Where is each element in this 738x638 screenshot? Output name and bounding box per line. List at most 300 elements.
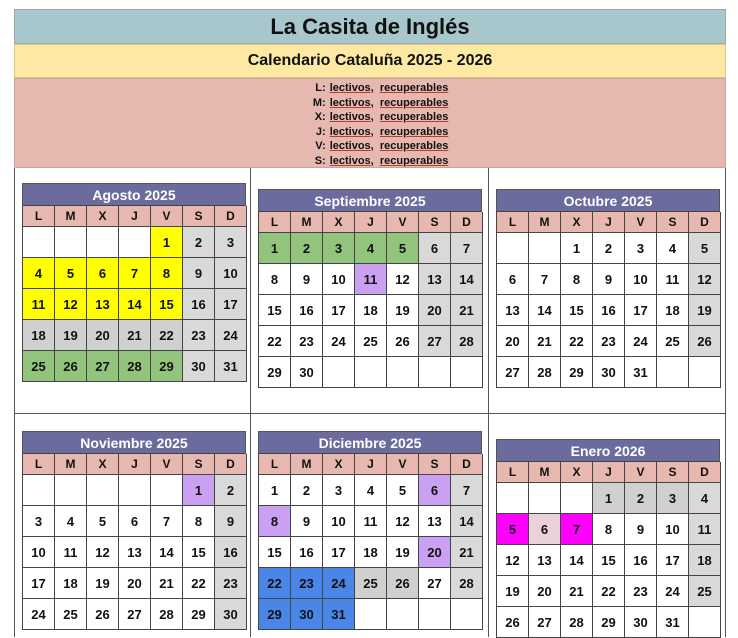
subtitle-text: Calendario Cataluña 2025 - 2026: [247, 52, 493, 69]
day-cell[interactable]: 21: [561, 576, 593, 607]
weekday-header: M: [55, 206, 87, 227]
empty-cell: [689, 357, 721, 388]
empty-cell: [561, 483, 593, 514]
day-cell[interactable]: 17: [323, 537, 355, 568]
weekday-header: V: [387, 454, 419, 475]
day-cell[interactable]: 3: [215, 227, 247, 258]
day-cell[interactable]: 18: [657, 295, 689, 326]
day-cell[interactable]: 16: [625, 545, 657, 576]
day-cell[interactable]: 27: [419, 568, 451, 599]
day-cell[interactable]: 11: [355, 506, 387, 537]
day-cell[interactable]: 11: [55, 537, 87, 568]
day-cell[interactable]: 20: [87, 320, 119, 351]
month-noviembre: [22, 431, 246, 630]
day-cell[interactable]: 23: [593, 326, 625, 357]
month-octubre: [496, 189, 720, 388]
weekday-header: S: [419, 212, 451, 233]
day-cell[interactable]: 22: [259, 568, 291, 599]
day-cell[interactable]: 27: [529, 607, 561, 638]
day-cell[interactable]: 25: [689, 576, 721, 607]
empty-cell: [657, 357, 689, 388]
day-cell[interactable]: 7: [151, 506, 183, 537]
weekday-header: M: [529, 462, 561, 483]
empty-cell: [451, 599, 483, 630]
day-cell[interactable]: 14: [119, 289, 151, 320]
legend-value-a: lectivos: [329, 82, 371, 94]
day-cell[interactable]: 26: [689, 326, 721, 357]
day-cell[interactable]: 12: [87, 537, 119, 568]
day-cell[interactable]: 6: [497, 264, 529, 295]
weekday-header: X: [561, 212, 593, 233]
day-cell[interactable]: 20: [119, 568, 151, 599]
page-title: [14, 9, 726, 44]
empty-cell: [387, 357, 419, 388]
day-cell[interactable]: 4: [689, 483, 721, 514]
day-cell[interactable]: 21: [529, 326, 561, 357]
empty-cell: [55, 227, 87, 258]
month-grid: [22, 205, 246, 382]
day-cell[interactable]: 8: [561, 264, 593, 295]
day-cell[interactable]: 15: [183, 537, 215, 568]
month-title: Septiembre 2025: [258, 189, 482, 211]
day-cell[interactable]: 9: [593, 264, 625, 295]
day-cell[interactable]: 5: [55, 258, 87, 289]
day-cell[interactable]: 24: [323, 326, 355, 357]
day-cell[interactable]: 20: [419, 537, 451, 568]
month-enero: [496, 439, 720, 638]
empty-cell: [323, 357, 355, 388]
day-cell[interactable]: 2: [215, 475, 247, 506]
day-cell[interactable]: 4: [657, 233, 689, 264]
day-cell[interactable]: 19: [387, 295, 419, 326]
weekday-header: S: [657, 212, 689, 233]
day-cell[interactable]: 28: [451, 568, 483, 599]
day-cell[interactable]: 7: [529, 264, 561, 295]
day-cell[interactable]: 11: [689, 514, 721, 545]
weekday-header: D: [689, 212, 721, 233]
column-divider: [250, 168, 251, 637]
empty-cell: [23, 475, 55, 506]
day-cell[interactable]: 18: [23, 320, 55, 351]
day-cell[interactable]: 5: [689, 233, 721, 264]
day-cell[interactable]: 1: [151, 227, 183, 258]
day-cell[interactable]: 20: [497, 326, 529, 357]
day-cell[interactable]: 9: [183, 258, 215, 289]
day-cell[interactable]: 30: [183, 351, 215, 382]
day-cell[interactable]: 14: [561, 545, 593, 576]
day-cell[interactable]: 6: [529, 514, 561, 545]
day-cell[interactable]: 26: [387, 568, 419, 599]
day-cell[interactable]: 16: [291, 295, 323, 326]
day-cell[interactable]: 31: [323, 599, 355, 630]
empty-cell: [497, 233, 529, 264]
day-cell[interactable]: 15: [593, 545, 625, 576]
day-cell[interactable]: 29: [183, 599, 215, 630]
legend-value-a: lectivos: [329, 111, 371, 124]
day-cell[interactable]: 14: [529, 295, 561, 326]
day-cell[interactable]: 23: [215, 568, 247, 599]
weekday-header: L: [259, 212, 291, 233]
legend-line: X: lectivos , recuperables: [15, 110, 725, 125]
day-cell[interactable]: 4: [55, 506, 87, 537]
day-cell[interactable]: 21: [451, 537, 483, 568]
legend-box: [14, 78, 726, 168]
month-grid: [496, 211, 720, 388]
day-cell[interactable]: 16: [593, 295, 625, 326]
legend-line: S: lectivos , recuperables: [15, 154, 725, 169]
day-cell[interactable]: 24: [625, 326, 657, 357]
day-cell[interactable]: 25: [657, 326, 689, 357]
day-cell[interactable]: 5: [87, 506, 119, 537]
day-cell[interactable]: 1: [593, 483, 625, 514]
weekday-header: V: [625, 462, 657, 483]
empty-cell: [355, 599, 387, 630]
weekday-header: V: [387, 212, 419, 233]
day-cell[interactable]: 25: [355, 568, 387, 599]
day-cell[interactable]: 6: [87, 258, 119, 289]
day-cell[interactable]: 8: [259, 506, 291, 537]
legend-value-b: recuperables: [379, 82, 449, 94]
day-cell[interactable]: 11: [355, 264, 387, 295]
day-cell[interactable]: 1: [183, 475, 215, 506]
day-cell[interactable]: 14: [451, 264, 483, 295]
day-cell[interactable]: 5: [387, 475, 419, 506]
legend-value-a: lectivos: [329, 140, 371, 153]
title-text: La Casita de Inglés: [270, 13, 470, 39]
day-cell[interactable]: 7: [119, 258, 151, 289]
empty-cell: [119, 475, 151, 506]
day-cell[interactable]: 24: [323, 568, 355, 599]
day-cell[interactable]: 20: [419, 295, 451, 326]
empty-cell: [55, 475, 87, 506]
weekday-header: X: [561, 462, 593, 483]
day-cell[interactable]: 13: [529, 545, 561, 576]
day-cell[interactable]: 9: [291, 264, 323, 295]
day-cell[interactable]: 5: [387, 233, 419, 264]
weekday-header: J: [593, 212, 625, 233]
weekday-header: M: [55, 454, 87, 475]
day-cell[interactable]: 3: [657, 483, 689, 514]
day-cell[interactable]: 21: [151, 568, 183, 599]
day-cell[interactable]: 2: [625, 483, 657, 514]
day-cell[interactable]: 30: [625, 607, 657, 638]
month-title: Diciembre 2025: [258, 431, 482, 453]
weekday-header: S: [183, 206, 215, 227]
day-cell[interactable]: 10: [323, 264, 355, 295]
day-cell[interactable]: 27: [497, 357, 529, 388]
day-cell[interactable]: 8: [259, 264, 291, 295]
day-cell[interactable]: 31: [657, 607, 689, 638]
weekday-header: L: [259, 454, 291, 475]
day-cell[interactable]: 28: [119, 351, 151, 382]
day-cell[interactable]: 24: [657, 576, 689, 607]
day-cell[interactable]: 18: [355, 295, 387, 326]
day-cell[interactable]: 4: [355, 475, 387, 506]
day-cell[interactable]: 22: [151, 320, 183, 351]
empty-cell: [419, 357, 451, 388]
empty-cell: [23, 227, 55, 258]
day-cell[interactable]: 23: [291, 568, 323, 599]
weekday-header: J: [355, 454, 387, 475]
day-cell[interactable]: 15: [151, 289, 183, 320]
day-cell[interactable]: 17: [215, 289, 247, 320]
empty-cell: [119, 227, 151, 258]
day-cell[interactable]: 4: [23, 258, 55, 289]
day-cell[interactable]: 29: [593, 607, 625, 638]
month-grid: [258, 211, 482, 388]
day-cell[interactable]: 14: [151, 537, 183, 568]
month-grid: [258, 453, 482, 630]
legend-key: L:: [315, 82, 326, 94]
day-cell[interactable]: 8: [593, 514, 625, 545]
day-cell[interactable]: 2: [593, 233, 625, 264]
day-cell[interactable]: 28: [451, 326, 483, 357]
day-cell[interactable]: 26: [87, 599, 119, 630]
empty-cell: [497, 483, 529, 514]
weekday-header: X: [87, 206, 119, 227]
month-agosto: [22, 183, 246, 382]
day-cell[interactable]: 19: [387, 537, 419, 568]
legend-value-b: recuperables: [379, 96, 449, 109]
day-cell[interactable]: 10: [23, 537, 55, 568]
legend-value-b: recuperables: [379, 154, 449, 167]
weekday-header: J: [355, 212, 387, 233]
day-cell[interactable]: 7: [451, 233, 483, 264]
weekday-header: M: [291, 212, 323, 233]
day-cell[interactable]: 9: [291, 506, 323, 537]
day-cell[interactable]: 14: [451, 506, 483, 537]
day-cell[interactable]: 8: [151, 258, 183, 289]
day-cell[interactable]: 27: [87, 351, 119, 382]
empty-cell: [689, 607, 721, 638]
day-cell[interactable]: 1: [259, 475, 291, 506]
day-cell[interactable]: 26: [497, 607, 529, 638]
weekday-header: J: [119, 206, 151, 227]
day-cell[interactable]: 10: [657, 514, 689, 545]
day-cell[interactable]: 25: [355, 326, 387, 357]
legend-line: V: lectivos , recuperables: [15, 139, 725, 154]
day-cell[interactable]: 29: [259, 599, 291, 630]
legend-key: X:: [314, 111, 326, 124]
weekday-header: M: [291, 454, 323, 475]
day-cell[interactable]: 26: [55, 351, 87, 382]
empty-cell: [87, 475, 119, 506]
weekday-header: L: [497, 212, 529, 233]
day-cell[interactable]: 9: [625, 514, 657, 545]
weekday-header: S: [657, 462, 689, 483]
day-cell[interactable]: 5: [497, 514, 529, 545]
legend-value-a: lectivos: [329, 96, 371, 109]
day-cell[interactable]: 17: [23, 568, 55, 599]
weekday-header: L: [23, 454, 55, 475]
day-cell[interactable]: 30: [593, 357, 625, 388]
month-title: Enero 2026: [496, 439, 720, 461]
empty-cell: [451, 357, 483, 388]
weekday-header: D: [451, 454, 483, 475]
day-cell[interactable]: 7: [561, 514, 593, 545]
empty-cell: [151, 475, 183, 506]
day-cell[interactable]: 23: [625, 576, 657, 607]
day-cell[interactable]: 19: [689, 295, 721, 326]
weekday-header: D: [215, 206, 247, 227]
day-cell[interactable]: 28: [529, 357, 561, 388]
month-grid: [496, 461, 720, 638]
legend-key: S:: [314, 154, 326, 167]
day-cell[interactable]: 13: [87, 289, 119, 320]
legend-line: J: lectivos , recuperables: [15, 125, 725, 140]
day-cell[interactable]: 21: [451, 295, 483, 326]
empty-cell: [387, 599, 419, 630]
day-cell[interactable]: 6: [119, 506, 151, 537]
day-cell[interactable]: 9: [215, 506, 247, 537]
weekday-header: V: [151, 454, 183, 475]
day-cell[interactable]: 30: [291, 357, 323, 388]
empty-cell: [529, 233, 561, 264]
empty-cell: [419, 599, 451, 630]
day-cell[interactable]: 6: [419, 475, 451, 506]
day-cell[interactable]: 17: [625, 295, 657, 326]
legend-value-a: lectivos: [329, 154, 371, 167]
legend-value-b: recuperables: [379, 111, 449, 124]
weekday-header: M: [529, 212, 561, 233]
day-cell[interactable]: 27: [419, 326, 451, 357]
weekday-header: S: [419, 454, 451, 475]
weekday-header: X: [87, 454, 119, 475]
day-cell[interactable]: 19: [87, 568, 119, 599]
day-cell[interactable]: 25: [23, 351, 55, 382]
day-cell[interactable]: 30: [215, 599, 247, 630]
day-cell[interactable]: 25: [55, 599, 87, 630]
day-cell[interactable]: 12: [689, 264, 721, 295]
day-cell[interactable]: 24: [23, 599, 55, 630]
day-cell[interactable]: 12: [55, 289, 87, 320]
day-cell[interactable]: 16: [183, 289, 215, 320]
day-cell[interactable]: 1: [561, 233, 593, 264]
empty-cell: [529, 483, 561, 514]
day-cell[interactable]: 18: [55, 568, 87, 599]
month-diciembre: [258, 431, 482, 630]
day-cell[interactable]: 22: [259, 326, 291, 357]
column-divider: [488, 168, 489, 637]
day-cell[interactable]: 31: [215, 351, 247, 382]
day-cell[interactable]: 19: [55, 320, 87, 351]
day-cell[interactable]: 17: [657, 545, 689, 576]
day-cell[interactable]: 22: [561, 326, 593, 357]
day-cell[interactable]: 26: [387, 326, 419, 357]
day-cell[interactable]: 3: [323, 233, 355, 264]
day-cell[interactable]: 2: [183, 227, 215, 258]
month-title: Noviembre 2025: [22, 431, 246, 453]
day-cell[interactable]: 28: [151, 599, 183, 630]
day-cell[interactable]: 15: [259, 295, 291, 326]
month-title: Agosto 2025: [22, 183, 246, 205]
day-cell[interactable]: 22: [593, 576, 625, 607]
weekday-header: D: [215, 454, 247, 475]
weekday-header: S: [183, 454, 215, 475]
day-cell[interactable]: 10: [215, 258, 247, 289]
day-cell[interactable]: 29: [151, 351, 183, 382]
legend-value-b: recuperables: [379, 125, 449, 138]
weekday-header: L: [497, 462, 529, 483]
day-cell[interactable]: 15: [259, 537, 291, 568]
weekday-header: X: [323, 212, 355, 233]
weekday-header: X: [323, 454, 355, 475]
day-cell[interactable]: 10: [625, 264, 657, 295]
day-cell[interactable]: 11: [657, 264, 689, 295]
day-cell[interactable]: 17: [323, 295, 355, 326]
day-cell[interactable]: 29: [259, 357, 291, 388]
day-cell[interactable]: 13: [419, 264, 451, 295]
day-cell[interactable]: 4: [355, 233, 387, 264]
legend-line: L: lectivos , recuperables: [15, 81, 725, 96]
month-title: Octubre 2025: [496, 189, 720, 211]
day-cell[interactable]: 20: [529, 576, 561, 607]
legend-key: V:: [315, 140, 326, 153]
day-cell[interactable]: 28: [561, 607, 593, 638]
day-cell[interactable]: 18: [689, 545, 721, 576]
day-cell[interactable]: 18: [355, 537, 387, 568]
legend-line: M: lectivos , recuperables: [15, 96, 725, 111]
day-cell[interactable]: 24: [215, 320, 247, 351]
day-cell[interactable]: 6: [419, 233, 451, 264]
day-cell[interactable]: 29: [561, 357, 593, 388]
day-cell[interactable]: 30: [291, 599, 323, 630]
month-septiembre: [258, 189, 482, 388]
weekday-header: V: [625, 212, 657, 233]
day-cell[interactable]: 23: [183, 320, 215, 351]
day-cell[interactable]: 27: [119, 599, 151, 630]
day-cell[interactable]: 16: [215, 537, 247, 568]
day-cell[interactable]: 21: [119, 320, 151, 351]
day-cell[interactable]: 12: [387, 506, 419, 537]
day-cell[interactable]: 16: [291, 537, 323, 568]
day-cell[interactable]: 10: [323, 506, 355, 537]
day-cell[interactable]: 1: [259, 233, 291, 264]
weekday-header: J: [119, 454, 151, 475]
legend-key: J:: [315, 125, 326, 138]
empty-cell: [87, 227, 119, 258]
day-cell[interactable]: 8: [183, 506, 215, 537]
empty-cell: [355, 357, 387, 388]
weekday-header: V: [151, 206, 183, 227]
day-cell[interactable]: 11: [23, 289, 55, 320]
day-cell[interactable]: 31: [625, 357, 657, 388]
day-cell[interactable]: 2: [291, 475, 323, 506]
weekday-header: J: [593, 462, 625, 483]
day-cell[interactable]: 15: [561, 295, 593, 326]
day-cell[interactable]: 13: [497, 295, 529, 326]
weekday-header: L: [23, 206, 55, 227]
day-cell[interactable]: 7: [451, 475, 483, 506]
day-cell[interactable]: 13: [119, 537, 151, 568]
day-cell[interactable]: 13: [419, 506, 451, 537]
weekday-header: D: [451, 212, 483, 233]
day-cell[interactable]: 3: [23, 506, 55, 537]
day-cell[interactable]: 3: [323, 475, 355, 506]
day-cell[interactable]: 3: [625, 233, 657, 264]
page-subtitle: [14, 44, 726, 78]
day-cell[interactable]: 2: [291, 233, 323, 264]
day-cell[interactable]: 19: [497, 576, 529, 607]
day-cell[interactable]: 23: [291, 326, 323, 357]
legend-key: M:: [312, 96, 326, 109]
row-divider: [14, 413, 726, 414]
weekday-header: D: [689, 462, 721, 483]
day-cell[interactable]: 22: [183, 568, 215, 599]
day-cell[interactable]: 12: [387, 264, 419, 295]
day-cell[interactable]: 12: [497, 545, 529, 576]
month-grid: [22, 453, 246, 630]
